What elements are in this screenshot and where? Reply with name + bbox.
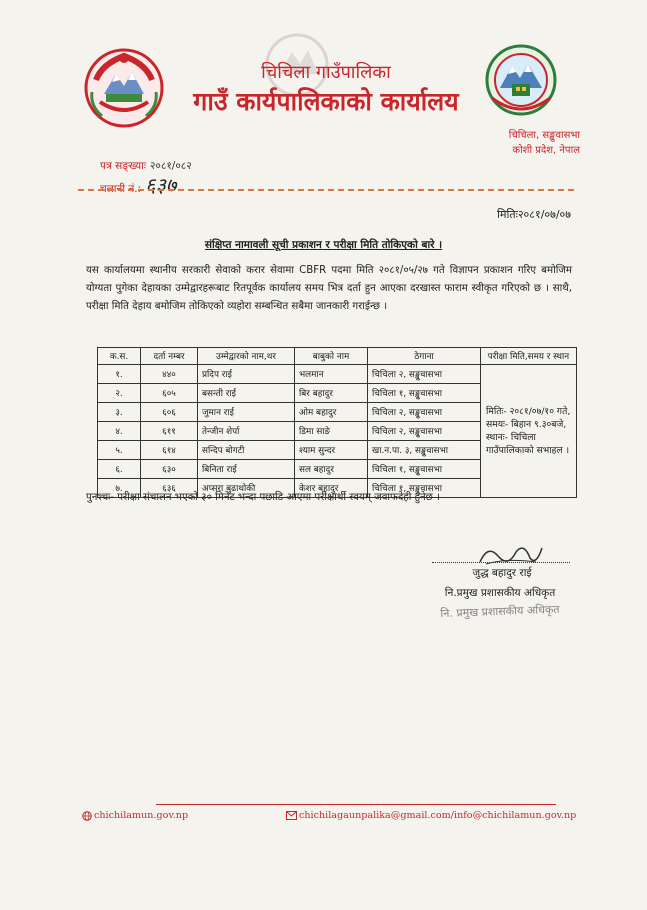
cell-serial: २. [98,384,141,403]
postscript-note: पुनश्चः- परीक्षा संचालन भएको ३० मिनेट भन्दा पछाडि आएमा परीक्षार्थी स्वयम् जवाफदेही हुनेछ । [86,492,440,503]
signatory-name: जुद्ध बहादुर राई [472,567,532,579]
cell-address: चिचिला १, सङ्खुवासभा [368,460,481,479]
signature-line [432,562,570,563]
cell-candidate-name: बसन्ती राई [198,384,295,403]
address-line-2: कोशी प्रदेश, नेपाल [512,145,580,156]
cell-candidate-name: बिनिता राई [198,460,295,479]
body-paragraph: यस कार्यालयमा स्थानीय सरकारी सेवाको करार सेवामा CBFR पदमा मिति २०८१/०५/२७ गते विज्ञापन प्रकाशन गरिए बमोजिम योग्यता पुगेका देहायका उम्मेद्वारहरूबाट रितपूर्वक कार्यालय समय भित्र दर्ता हुन आएका दरखास्त फाराम स्वीकृत गरिएको छ । साथै, परीक्षा मिति देहाय बमोजिम तोकिएको व्यहोरा सम्बन्धित सबैमा जानकारी गराईन्छ । [86,265,572,312]
cell-father-name: सल बहादुर [295,460,368,479]
cell-serial: १. [98,365,141,384]
cell-address: चिचिला २, सङ्खुवासभा [368,422,481,441]
municipality-name: चिचिला गाउँपालिका [261,62,391,83]
official-stamp: नि. प्रमुख प्रशासकीय अधिकृत [440,602,560,621]
subject-line [0,238,647,252]
website-link[interactable]: chichilamun.gov.np [94,810,189,821]
cell-address: चिचिला १, सङ्खुवासभा [368,384,481,403]
col-registration: दर्ता नम्बर [141,348,198,365]
cell-candidate-name: प्रदिप राई [198,365,295,384]
cell-father-name: ओम बहादुर [295,403,368,422]
cell-candidate-name: तेन्जीन शेर्पा [198,422,295,441]
col-address: ठेगाना [368,348,481,365]
cell-serial: ३. [98,403,141,422]
cell-candidate-name: अप्सरा बुढाथोकी [198,479,295,498]
office-address [470,128,580,158]
cell-registration: ६३० [141,460,198,479]
cell-serial: ७. [98,479,141,498]
nepal-emblem-logo [82,44,166,128]
footer-divider [156,804,556,805]
footer-email [286,810,576,821]
letter-number-value: २०८१/०८२ [149,160,192,172]
reference-block [100,157,192,199]
col-serial: क.स. [98,348,141,365]
email-link[interactable]: chichilagaunpalika@gmail.com/info@chichilamun.gov.np [299,810,577,821]
cell-address: चिचिला १, सङ्खुवासभा [368,479,481,498]
globe-icon [82,811,92,821]
cell-registration: ४४० [141,365,198,384]
cell-candidate-name: जुमान राई [198,403,295,422]
cell-serial: ४. [98,422,141,441]
dispatch-number-label: चलानी नं.: [100,183,142,195]
letter-date: मितिः२०८१/०७/०७ [497,208,571,221]
col-exam-info: परीक्षा मिति,समय र स्थान [481,348,577,365]
table-header-row [98,348,577,365]
cell-address: खा.न.पा. ३, सङ्खुवासभा [368,441,481,460]
cell-address: चिचिला २, सङ्खुवासभा [368,403,481,422]
dispatch-number-row [100,173,192,199]
candidate-table [97,347,577,498]
cell-serial: ६. [98,460,141,479]
cell-father-name: डिमा साङे [295,422,368,441]
subject-text: संक्षिप्त नामावली सूची प्रकाशन र परीक्षा मिति तोकिएको बारे । [204,239,443,251]
cell-father-name: भलमान [295,365,368,384]
office-title: गाउँ कार्यपालिकाको कार्यालय [193,87,459,116]
cell-registration: ६३६ [141,479,198,498]
office-name [176,62,476,118]
header-divider [78,189,574,191]
cell-registration: ६११ [141,422,198,441]
municipality-logo [484,42,558,118]
cell-address: चिचिला २, सङ्खुवासभा [368,365,481,384]
cell-serial: ५. [98,441,141,460]
cell-father-name: श्याम सुन्दर [295,441,368,460]
signatory-title: नि.प्रमुख प्रशासकीय अधिकृत [444,587,556,599]
dispatch-number-value: ६३७ [145,173,177,197]
cell-registration: ६०६ [141,403,198,422]
exam-info-cell: मितिः- २०८१/०७/१० गते, समयः- बिहान ९.३०बजे, स्थानः- चिचिला गाउँपालिकाको सभाहल । [481,365,577,498]
footer-website [82,810,188,821]
envelope-icon [286,811,297,820]
address-line-1: चिचिला, सङ्खुवासभा [508,130,580,141]
cell-father-name: केशर बहादुर [295,479,368,498]
cell-registration: ६०५ [141,384,198,403]
cell-father-name: बिर बहादुर [295,384,368,403]
col-father-name: बाबुको नाम [295,348,368,365]
letter-number-label: पत्र सङ्ख्याः [100,160,146,172]
col-candidate-name: उम्मेद्वारको नाम,थर [198,348,295,365]
cell-candidate-name: सन्दिप बोगटी [198,441,295,460]
table-row [98,365,577,384]
cell-registration: ६१४ [141,441,198,460]
